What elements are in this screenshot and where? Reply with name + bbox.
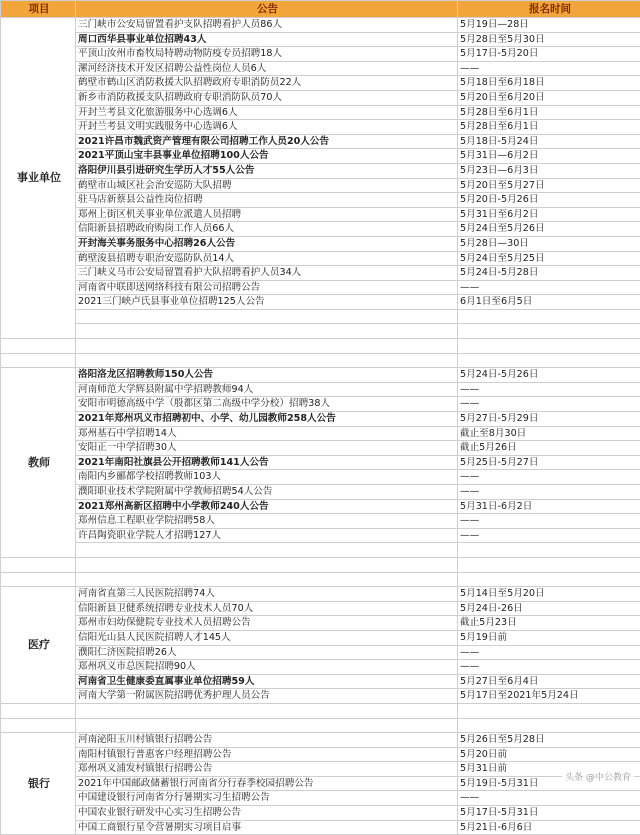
empty-cell <box>1 703 76 718</box>
time-cell: —— <box>458 470 640 485</box>
notice-cell[interactable]: 郑州巩义浦发村镇银行招聘公告 <box>76 762 458 777</box>
time-cell: 5月28日至6月1日 <box>458 105 640 120</box>
time-cell: 5月27日-5月29日 <box>458 412 640 427</box>
notice-cell[interactable]: 开封兰考县文化旅游服务中心选调6人 <box>76 105 458 120</box>
table-row <box>1 441 640 456</box>
time-cell: 5月31日前 <box>458 762 640 777</box>
table-row <box>1 747 640 762</box>
time-cell: 5月24日至5月26日 <box>458 222 640 237</box>
time-cell: 5月28日至5月30日 <box>458 32 640 47</box>
notice-cell[interactable]: 三门峡市公安局留置看护支队招聘看护人员86人 <box>76 18 458 33</box>
table-row <box>1 412 640 427</box>
time-cell: 5月20日前 <box>458 747 640 762</box>
table-row <box>1 47 640 62</box>
notice-cell[interactable]: 2021年郑州巩义市招聘初中、小学、幼儿园教师258人公告 <box>76 412 458 427</box>
empty-cell <box>76 324 458 339</box>
table-row <box>1 660 640 675</box>
time-cell: 5月31日—6月2日 <box>458 149 640 164</box>
time-cell: 5月24日-26日 <box>458 601 640 616</box>
table-row <box>1 630 640 645</box>
table-row <box>1 485 640 500</box>
time-cell: 5月27日至6月4日 <box>458 674 640 689</box>
notice-cell[interactable]: 新乡市消防救援支队招聘政府专职消防队员70人 <box>76 90 458 105</box>
empty-cell <box>76 543 458 558</box>
time-cell: 5月24日至5月25日 <box>458 251 640 266</box>
watermark: 头条 @中公教育 <box>562 770 634 783</box>
notice-cell[interactable]: 河南省卫生健康委直属事业单位招聘59人 <box>76 674 458 689</box>
time-cell: 5月23日—6月3日 <box>458 163 640 178</box>
time-cell: 5月21日-6月6日 <box>458 820 640 835</box>
notice-cell[interactable]: 周口西华县事业单位招聘43人 <box>76 32 458 47</box>
notice-cell[interactable]: 2021年中国邮政储蓄银行河南省分行春季校园招聘公告 <box>76 776 458 791</box>
notice-cell[interactable]: 鹤壁浚县招聘专职治安巡防队员14人 <box>76 251 458 266</box>
empty-cell <box>1 339 76 354</box>
empty-cell <box>76 353 458 368</box>
time-cell: 5月24日-5月26日 <box>458 368 640 383</box>
table-row <box>1 514 640 529</box>
notice-cell[interactable]: 河南泌阳玉川村镇银行招聘公告 <box>76 733 458 748</box>
empty-cell <box>76 557 458 572</box>
notice-cell[interactable]: 郑州基石中学招聘14人 <box>76 426 458 441</box>
table-row <box>1 280 640 295</box>
time-cell: —— <box>458 791 640 806</box>
time-cell: 5月26日至5月28日 <box>458 733 640 748</box>
notice-cell[interactable]: 信阳光山县人民医院招聘人才145人 <box>76 630 458 645</box>
table-row <box>1 178 640 193</box>
table-row <box>1 616 640 631</box>
time-cell: —— <box>458 61 640 76</box>
time-cell: —— <box>458 397 640 412</box>
table-row <box>1 193 640 208</box>
time-cell: 6月1日至6月5日 <box>458 295 640 310</box>
table-row <box>1 134 640 149</box>
spacer-row <box>1 353 640 368</box>
notice-cell[interactable]: 郑州巩义市总医院招聘90人 <box>76 660 458 675</box>
table-row <box>1 455 640 470</box>
category-cell: 事业单位 <box>1 18 76 339</box>
table-row <box>1 382 640 397</box>
notice-cell[interactable]: 开封海关事务服务中心招聘26人公告 <box>76 236 458 251</box>
notice-cell[interactable]: 洛阳洛龙区招聘教师150人公告 <box>76 368 458 383</box>
time-cell: 5月31日-6月2日 <box>458 499 640 514</box>
spacer-row <box>1 718 640 733</box>
table-header-row <box>1 1 640 18</box>
time-cell: 5月18日至6月18日 <box>458 76 640 91</box>
table-row <box>1 820 640 835</box>
table-row <box>1 251 640 266</box>
notice-cell[interactable]: 安阳市明德高级中学（殷都区第二高级中学分校）招聘38人 <box>76 397 458 412</box>
empty-cell <box>458 557 640 572</box>
table-row <box>1 806 640 821</box>
notice-cell[interactable]: 2021平顶山宝丰县事业单位招聘100人公告 <box>76 149 458 164</box>
table-row <box>1 295 640 310</box>
table-row <box>1 120 640 135</box>
notice-cell[interactable]: 郑州上街区机关事业单位派遣人员招聘 <box>76 207 458 222</box>
time-cell: 截止至8月30日 <box>458 426 640 441</box>
notice-cell[interactable]: 郑州市妇幼保健院专业技术人员招聘公告 <box>76 616 458 631</box>
empty-cell <box>1 557 76 572</box>
notice-cell[interactable]: 中国农业银行研发中心实习生招聘公告 <box>76 806 458 821</box>
table-row <box>1 733 640 748</box>
notice-cell[interactable]: 2021年南阳社旗县公开招聘教师141人公告 <box>76 455 458 470</box>
time-cell: 5月20日至6月20日 <box>458 90 640 105</box>
category-cell: 教师 <box>1 368 76 558</box>
time-cell: —— <box>458 528 640 543</box>
time-cell: 5月19日-5月31日 <box>458 776 640 791</box>
table-body <box>1 18 640 835</box>
notice-cell[interactable]: 南阳内乡郦都学校招聘教师103人 <box>76 470 458 485</box>
empty-cell <box>1 718 76 733</box>
notice-cell[interactable]: 2021郑州高新区招聘中小学教师240人公告 <box>76 499 458 514</box>
empty-cell <box>76 703 458 718</box>
empty-row <box>1 543 640 558</box>
notice-cell[interactable]: 河南师范大学辉县附属中学招聘教师94人 <box>76 382 458 397</box>
empty-cell <box>458 718 640 733</box>
table-row <box>1 397 640 412</box>
time-cell: 5月24日-5月28日 <box>458 266 640 281</box>
empty-cell <box>458 572 640 587</box>
time-cell: 5月14日至5月20日 <box>458 587 640 602</box>
time-cell: —— <box>458 382 640 397</box>
table-row <box>1 587 640 602</box>
time-cell: 5月28日—30日 <box>458 236 640 251</box>
notice-cell[interactable]: 河南大学第一附属医院招聘优秀护理人员公告 <box>76 689 458 704</box>
empty-cell <box>1 572 76 587</box>
time-cell: 5月19日—28日 <box>458 18 640 33</box>
header-category: 项目 <box>1 1 76 18</box>
notice-cell[interactable]: 信阳新县招聘政府购岗工作人员66人 <box>76 222 458 237</box>
notice-cell[interactable]: 河南省中联即送网络科技有限公司招聘公告 <box>76 280 458 295</box>
category-cell: 银行 <box>1 733 76 835</box>
table-row <box>1 105 640 120</box>
table-row <box>1 61 640 76</box>
time-cell: 5月28日至6月1日 <box>458 120 640 135</box>
notice-cell[interactable]: 许昌陶瓷职业学院人才招聘127人 <box>76 528 458 543</box>
table-row <box>1 207 640 222</box>
table-row <box>1 90 640 105</box>
notice-cell[interactable]: 洛阳伊川县引进研究生学历人才55人公告 <box>76 163 458 178</box>
notice-cell[interactable]: 河南省直第三人民医院招聘74人 <box>76 587 458 602</box>
spacer-row <box>1 339 640 354</box>
time-cell: —— <box>458 660 640 675</box>
time-cell: —— <box>458 280 640 295</box>
empty-row <box>1 324 640 339</box>
time-cell: 5月25日-5月27日 <box>458 455 640 470</box>
empty-cell <box>458 324 640 339</box>
spacer-row <box>1 557 640 572</box>
notice-cell[interactable]: 漯河经济技术开发区招聘公益性岗位人员6人 <box>76 61 458 76</box>
table-row <box>1 368 640 383</box>
table-row <box>1 776 640 791</box>
notice-cell[interactable]: 平顶山汝州市畜牧局特聘动物防疫专员招聘18人 <box>76 47 458 62</box>
table-row <box>1 32 640 47</box>
table-row <box>1 163 640 178</box>
empty-cell <box>458 309 640 324</box>
empty-cell <box>1 353 76 368</box>
time-cell: —— <box>458 645 640 660</box>
table-row <box>1 222 640 237</box>
time-cell: 5月18日-5月24日 <box>458 134 640 149</box>
category-cell: 医疗 <box>1 587 76 704</box>
table-row <box>1 426 640 441</box>
notice-cell[interactable]: 濮阳仁济医院招聘26人 <box>76 645 458 660</box>
notice-cell[interactable]: 驻马店新蔡县公益性岗位招聘 <box>76 193 458 208</box>
table-row <box>1 266 640 281</box>
notice-cell[interactable]: 鹤壁市鹤山区消防救援大队招聘政府专职消防员22人 <box>76 76 458 91</box>
time-cell: 5月17日-5月31日 <box>458 806 640 821</box>
time-cell: 截止5月26日 <box>458 441 640 456</box>
time-cell: —— <box>458 514 640 529</box>
table-row <box>1 674 640 689</box>
notice-cell[interactable]: 信阳新县卫健系统招聘专业技术人员70人 <box>76 601 458 616</box>
empty-cell <box>458 703 640 718</box>
table-row <box>1 645 640 660</box>
notice-cell[interactable]: 濮阳职业技术学院附属中学教师招聘54人公告 <box>76 485 458 500</box>
table-row <box>1 762 640 777</box>
notice-cell[interactable]: 2021三门峡卢氏县事业单位招聘125人公告 <box>76 295 458 310</box>
table-row <box>1 791 640 806</box>
time-cell: 5月17日至2021年5月24日 <box>458 689 640 704</box>
time-cell: 5月17日-5月20日 <box>458 47 640 62</box>
empty-cell <box>458 543 640 558</box>
time-cell: 5月20日至5月27日 <box>458 178 640 193</box>
spacer-row <box>1 703 640 718</box>
table-row <box>1 18 640 33</box>
empty-cell <box>76 309 458 324</box>
table-row <box>1 528 640 543</box>
empty-cell <box>76 339 458 354</box>
notice-cell[interactable]: 2021许昌市魏武资产管理有限公司招聘工作人员20人公告 <box>76 134 458 149</box>
header-time: 报名时间 <box>458 1 640 18</box>
empty-cell <box>458 353 640 368</box>
notice-cell[interactable]: 开封兰考县文明实践服务中心选调6人 <box>76 120 458 135</box>
empty-cell <box>76 718 458 733</box>
spacer-row <box>1 572 640 587</box>
time-cell: —— <box>458 485 640 500</box>
table-row <box>1 149 640 164</box>
notice-cell[interactable]: 郑州信息工程职业学院招聘58人 <box>76 514 458 529</box>
time-cell: 截止5月23日 <box>458 616 640 631</box>
table-row <box>1 470 640 485</box>
notice-cell[interactable]: 南阳村镇银行普惠客户经理招聘公告 <box>76 747 458 762</box>
table-row <box>1 76 640 91</box>
empty-cell <box>76 572 458 587</box>
empty-cell <box>458 339 640 354</box>
table-row <box>1 499 640 514</box>
empty-row <box>1 309 640 324</box>
header-notice: 公告 <box>76 1 458 18</box>
time-cell: 5月20日-5月26日 <box>458 193 640 208</box>
notice-cell[interactable]: 三门峡义马市公安局留置看护大队招聘看护人员34人 <box>76 266 458 281</box>
table-row <box>1 689 640 704</box>
table-row <box>1 236 640 251</box>
notice-cell[interactable]: 中国建设银行河南省分行暑期实习生招聘公告 <box>76 791 458 806</box>
notice-cell[interactable]: 鹤壁市山城区社会治安巡防大队招聘 <box>76 178 458 193</box>
table-row <box>1 601 640 616</box>
notice-cell[interactable]: 中国工商银行星令营暑期实习项目启事 <box>76 820 458 835</box>
time-cell: 5月31日至6月2日 <box>458 207 640 222</box>
notice-cell[interactable]: 安阳正一中学招聘30人 <box>76 441 458 456</box>
time-cell: 5月19日前 <box>458 630 640 645</box>
